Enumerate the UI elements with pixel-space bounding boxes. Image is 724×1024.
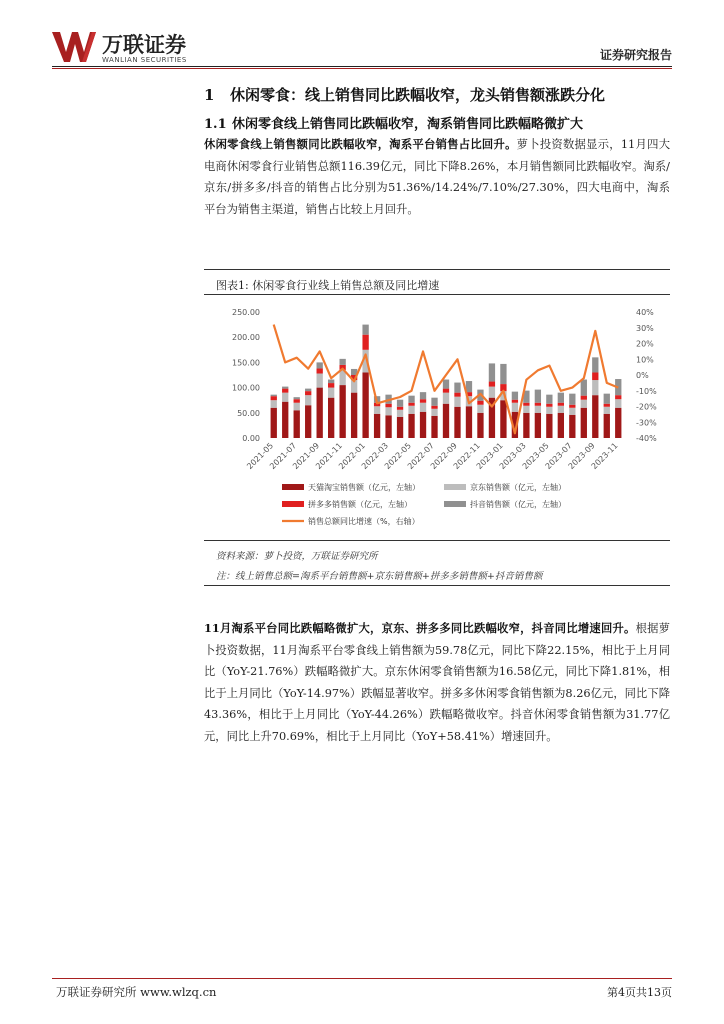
bar-segment — [317, 388, 323, 438]
bar-segment — [523, 406, 529, 413]
bar-segment — [362, 372, 368, 438]
bar-segment — [294, 403, 300, 411]
bar-segment — [615, 399, 621, 408]
bar-segment — [581, 396, 587, 400]
bar-segment — [374, 406, 380, 414]
legend-swatch — [444, 484, 466, 490]
bar-segment — [615, 395, 621, 399]
bar-segment — [592, 380, 598, 395]
bar-segment — [271, 400, 277, 408]
bar-segment — [328, 388, 334, 398]
left-axis-tick-label: 250.00 — [232, 308, 260, 317]
bar-segment — [305, 395, 311, 405]
bar-segment — [362, 335, 368, 350]
page-header — [52, 30, 672, 65]
bar-segment — [546, 395, 552, 404]
paragraph-1-lead: 休闲零食线上销售额同比跌幅收窄，淘系平台销售占比回升。 — [204, 137, 517, 151]
legend-label: 销售总额同比增速（%，右轴） — [308, 517, 420, 526]
figure-note: 注：线上销售总额=淘系平台销售额+京东销售额+拼多多销售额+抖音销售额 — [216, 571, 543, 582]
left-axis-tick-label: 100.00 — [232, 383, 260, 393]
right-axis-tick-label: 40% — [636, 308, 654, 317]
subsection-heading — [204, 113, 583, 132]
bar-segment — [569, 394, 575, 405]
bar-segment — [317, 362, 323, 368]
bar-segment — [420, 403, 426, 412]
bar-segment — [489, 363, 495, 381]
bar-segment — [604, 407, 610, 414]
bar-segment — [431, 416, 437, 438]
bar-segment — [420, 399, 426, 403]
bar-segment — [569, 415, 575, 438]
x-axis-tick-label: 2021-11 — [314, 441, 345, 472]
bar-segment — [604, 394, 610, 404]
bar-segment — [535, 406, 541, 413]
bar-segment — [535, 413, 541, 438]
paragraph-2 — [204, 618, 670, 747]
subsection-number: 1.1 — [204, 117, 227, 132]
bar-segment — [385, 415, 391, 438]
bar-segment — [454, 397, 460, 407]
header-divider-red — [52, 68, 672, 69]
legend-swatch — [444, 501, 466, 507]
bar-segment — [317, 373, 323, 387]
paragraph-2-lead: 11月淘系平台同比跌幅略微扩大，京东、拼多多同比跌幅收窄，抖音同比增速回升。 — [204, 621, 636, 635]
left-axis-tick-label: 50.00 — [237, 408, 260, 418]
bar-segment — [512, 403, 518, 412]
logo-cn-text: 万联证券 — [102, 33, 186, 57]
bar-segment — [351, 393, 357, 438]
bar-segment — [305, 391, 311, 395]
legend-swatch — [282, 501, 304, 507]
bar-segment — [339, 385, 345, 438]
x-axis-tick-label: 2023-07 — [543, 441, 574, 472]
bar-segment — [489, 382, 495, 387]
figure-source: 资料来源：萝卜投资，万联证券研究所 — [216, 551, 378, 562]
report-type-label: 证券研究报告 — [599, 48, 672, 62]
bar-segment — [282, 402, 288, 438]
bar-segment — [305, 405, 311, 438]
legend-label: 天猫淘宝销售额（亿元，左轴） — [308, 483, 420, 492]
bar-segment — [500, 364, 506, 384]
right-axis-tick-label: 30% — [636, 323, 654, 333]
x-axis-tick-label: 2022-09 — [428, 441, 459, 472]
bar-segment — [581, 380, 587, 396]
legend-label: 抖音销售额（亿元，左轴） — [470, 500, 566, 509]
bar-segment — [592, 372, 598, 380]
bar-segment — [397, 407, 403, 410]
right-axis-tick-label: 0% — [636, 371, 649, 380]
bar-segment — [294, 410, 300, 438]
x-axis-tick-label: 2023-05 — [520, 441, 551, 472]
bar-segment — [477, 401, 483, 405]
bar-segment — [431, 409, 437, 416]
bar-segment — [581, 408, 587, 438]
left-axis-tick-label: 0.00 — [242, 434, 260, 443]
bar-segment — [592, 395, 598, 438]
bar-segment — [328, 398, 334, 438]
right-axis-tick-label: -20% — [636, 402, 657, 412]
bar-segment — [512, 392, 518, 400]
bar-segment — [581, 400, 587, 408]
right-axis-tick-label: -10% — [636, 386, 657, 396]
legend-swatch — [282, 484, 304, 490]
bar-segment — [535, 390, 541, 403]
bar-segment — [454, 393, 460, 397]
bar-segment — [271, 408, 277, 438]
bar-segment — [466, 406, 472, 438]
bar-segment — [477, 413, 483, 438]
x-axis-tick-label: 2022-01 — [337, 441, 368, 472]
bar-segment — [569, 408, 575, 415]
bar-segment — [328, 380, 334, 384]
paragraph-2-body: 根据萝卜投资数据，11月淘系平台零食线上销售额为59.78亿元，同比下降22.15%，相比于上月同比（YoY-21.76%）跌幅略微扩大。京东休闲零食销售额为16.58亿元，同比下降1.81%，相比于上月同比（YoY-14.97%）跌幅显著收窄。拼多多休闲零食销售额为8.26亿元，同比下降43.36%，相比于上月同比（YoY-44.26%）跌幅略微收窄。抖音休闲零食销售额为31.77亿元，同比上升70.69%，相比于上月同比（YoY+58.41%）增速回升。 — [204, 622, 670, 743]
bar-segment — [282, 387, 288, 389]
left-axis-tick-label: 150.00 — [232, 358, 260, 368]
bar-segment — [294, 397, 300, 399]
bar-segment — [523, 413, 529, 438]
bar-segment — [271, 396, 277, 400]
bar-segment — [558, 406, 564, 413]
bar-segment — [431, 398, 437, 406]
bar-segment — [374, 414, 380, 438]
bar-segment — [397, 410, 403, 417]
right-axis-tick-label: -40% — [636, 434, 657, 443]
right-axis-tick-label: 10% — [636, 355, 654, 365]
bar-segment — [420, 412, 426, 438]
bar-segment — [477, 405, 483, 413]
bar-segment — [558, 393, 564, 403]
x-axis-tick-label: 2023-01 — [474, 441, 505, 472]
bar-segment — [558, 403, 564, 406]
wanlian-logo — [52, 30, 252, 64]
bar-segment — [500, 400, 506, 438]
x-axis-tick-label: 2021-07 — [268, 441, 299, 472]
bar-segment — [454, 407, 460, 438]
figure-title-divider — [204, 294, 670, 295]
bar-segment — [397, 400, 403, 407]
bar-segment — [443, 389, 449, 393]
x-axis-tick-label: 2023-03 — [497, 441, 528, 472]
bar-segment — [546, 404, 552, 407]
bar-segment — [271, 395, 277, 397]
x-axis-tick-label: 2022-03 — [359, 441, 390, 472]
bar-segment — [420, 392, 426, 399]
bar-segment — [592, 357, 598, 372]
bar-segment — [317, 368, 323, 373]
header-divider — [52, 66, 672, 67]
section-title: 休闲零食：线上销售同比跌幅收窄，龙头销售额涨跌分化 — [230, 86, 606, 104]
bar-segment — [489, 387, 495, 398]
bar-segment — [294, 399, 300, 403]
bar-segment — [339, 359, 345, 365]
bar-segment — [408, 414, 414, 438]
bar-segment — [397, 417, 403, 438]
footer-left-text: 万联证券研究所 www.wlzq.cn — [56, 985, 217, 999]
x-axis-tick-label: 2022-05 — [382, 441, 413, 472]
bar-segment — [615, 408, 621, 438]
bar-segment — [385, 404, 391, 408]
bar-segment — [282, 389, 288, 393]
bar-segment — [604, 414, 610, 438]
bar-segment — [385, 407, 391, 415]
bar-segment — [431, 406, 437, 409]
bar-segment — [546, 407, 552, 414]
figure-bottom-divider — [204, 585, 670, 586]
page-number: 第4页共13页 — [607, 986, 672, 999]
bar-segment — [443, 393, 449, 404]
figure-title: 图表1: 休闲零食行业线上销售总额及同比增速 — [216, 279, 440, 292]
x-axis-tick-label: 2022-11 — [451, 441, 482, 472]
logo-en-text: WANLIAN SECURITIES — [102, 56, 187, 64]
bar-segment — [408, 406, 414, 414]
bar-segment — [282, 393, 288, 402]
bar-segment — [408, 403, 414, 406]
bar-segment — [523, 403, 529, 406]
x-axis-tick-label: 2022-07 — [405, 441, 436, 472]
legend-label: 京东销售额（亿元，左轴） — [470, 483, 566, 492]
paragraph-1 — [204, 134, 670, 220]
bar-segment — [328, 383, 334, 388]
bar-segment — [512, 400, 518, 403]
bar-segment — [408, 396, 414, 403]
bar-segment — [546, 414, 552, 438]
bar-segment — [535, 403, 541, 406]
x-axis-tick-label: 2021-05 — [245, 441, 276, 472]
x-axis-tick-label: 2023-11 — [589, 441, 620, 472]
paragraph-1-body: 萝卜投资数据显示，11月四大电商休闲零食行业销售总额116.39亿元，同比下降8.26%，本月销售额同比跌幅收窄。淘系/京东/拼多多/抖音的销售占比分别为51.36%/14.24%/7.10%/27.30%，四大电商中，淘系平台为销售主渠道，销售占比较上月回升。 — [204, 138, 670, 216]
bar-segment — [558, 413, 564, 438]
bar-segment — [443, 380, 449, 389]
bar-segment — [362, 325, 368, 335]
bar-segment — [454, 383, 460, 393]
bar-segment — [604, 404, 610, 407]
section-number: 1 — [204, 86, 215, 104]
x-axis-tick-label: 2021-09 — [291, 441, 322, 472]
legend-label: 拼多多销售额（亿元，左轴） — [308, 500, 412, 509]
right-axis-tick-label: -30% — [636, 418, 657, 428]
subsection-title: 休闲零食线上销售同比跌幅收窄，淘系销售同比跌幅略微扩大 — [232, 117, 584, 132]
bar-segment — [569, 405, 575, 408]
x-axis-tick-label: 2023-09 — [566, 441, 597, 472]
sales-chart — [204, 298, 670, 538]
footer-divider — [52, 978, 672, 979]
bar-segment — [305, 389, 311, 392]
section-heading — [204, 84, 605, 105]
left-axis-tick-label: 200.00 — [232, 333, 260, 343]
bar-segment — [443, 404, 449, 438]
right-axis-tick-label: 20% — [636, 339, 654, 349]
